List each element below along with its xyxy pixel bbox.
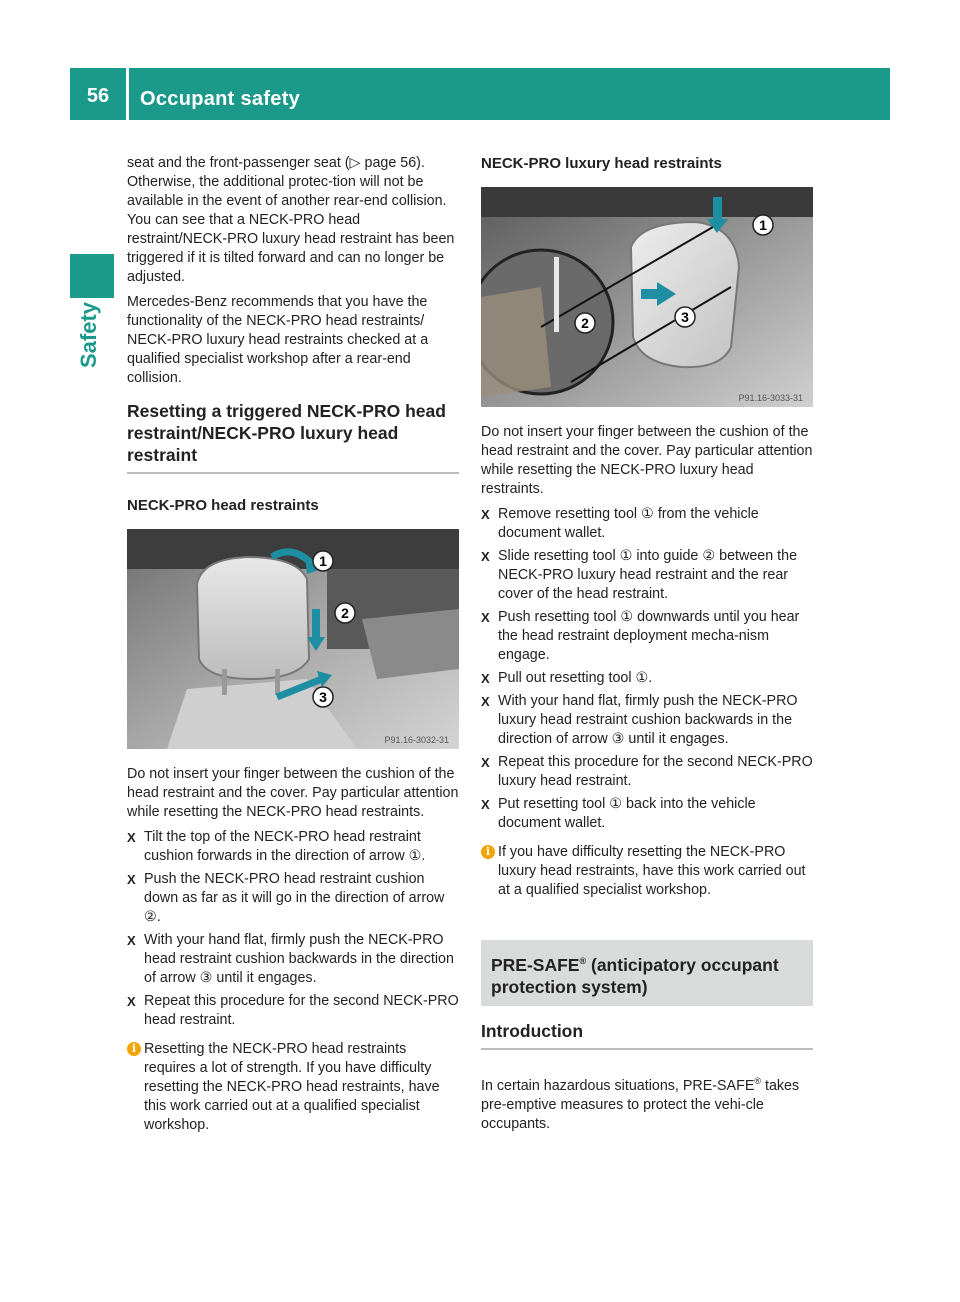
section-title: Resetting a triggered NECK-PRO head restraint/NECK-PRO luxury head restraint xyxy=(127,401,446,465)
x-bullet-icon: X xyxy=(481,694,490,709)
list-item: X Push resetting tool ① downwards until you hear the head restraint deployment mecha-nism engage. xyxy=(481,609,800,663)
callout-1: 1 xyxy=(319,553,327,569)
warning-text: Do not insert your finger between the cushion of the head restraint and the cover. Pay particular attention while resetting the NECK-PRO head restraints. xyxy=(127,766,459,820)
intro-paragraph-2: Mercedes-Benz recommends that you have the functionality of the NECK-PRO head restraints/ NECK-PRO luxury head restraints checked at a qualified specialist workshop after a rear-end collision. xyxy=(127,294,429,386)
right-column xyxy=(481,154,813,1140)
neck-pro-luxury-subtitle: NECK-PRO luxury head restraints xyxy=(481,155,722,172)
introduction-text: In certain hazardous situations, PRE-SAFE® takes pre-emptive measures to protect the vehi-cle occupants. xyxy=(481,1075,800,1132)
list-item: X Repeat this procedure for the second NECK-PRO luxury head restraint. xyxy=(481,754,813,789)
introduction-title: Introduction xyxy=(481,1020,584,1041)
list-item: X Slide resetting tool ① into guide ② between the NECK-PRO luxury head restraint and the rear cover of the head restraint. xyxy=(481,548,798,602)
callout-3: 3 xyxy=(681,309,689,325)
neck-pro-subtitle: NECK-PRO head restraints xyxy=(127,497,319,514)
x-bullet-icon: X xyxy=(481,755,490,770)
x-bullet-icon: X xyxy=(481,507,490,522)
x-bullet-icon: X xyxy=(481,797,490,812)
info-note: i If you have difficulty resetting the NECK-PRO luxury head restraints, have this work carried out at a qualified specialist workshop. xyxy=(481,843,813,900)
page-number: 56 xyxy=(86,85,110,107)
x-bullet-icon: X xyxy=(481,610,490,625)
x-bullet-icon: X xyxy=(481,671,490,686)
section-divider xyxy=(127,472,459,474)
pre-safe-heading-box xyxy=(481,940,813,1006)
warning-text: Do not insert your finger between the cushion of the head restraint and the cover. Pay particular attention while resetting the NECK-PRO luxury head restraints. xyxy=(481,424,813,497)
image-code: P91.16-3033-31 xyxy=(738,393,803,403)
callout-2: 2 xyxy=(581,315,589,331)
section-divider xyxy=(481,1048,813,1050)
list-item: X Put resetting tool ① back into the vehicle document wallet. xyxy=(481,796,756,831)
x-bullet-icon: X xyxy=(481,549,490,564)
list-item: X With your hand flat, firmly push the NECK-PRO luxury head restraint cushion backwards in the direction of arrow ③ until it engages. xyxy=(481,693,798,747)
image-code: P91.16-3032-31 xyxy=(384,735,449,745)
info-note: i Resetting the NECK-PRO head restraints requires a lot of strength. If you have difficulty resetting the NECK-PRO head restraints, have this work carried out at a qualified specialist workshop. xyxy=(127,1040,459,1135)
pre-safe-title: PRE-SAFE® (anticipatory occupant protection system) xyxy=(491,954,779,997)
callout-1: 1 xyxy=(759,217,767,233)
side-tab-marker xyxy=(70,254,114,298)
list-item: X Remove resetting tool ① from the vehicle document wallet. xyxy=(481,506,759,541)
step-list xyxy=(127,828,459,1030)
callout-2: 2 xyxy=(341,605,349,621)
list-item: X Tilt the top of the NECK-PRO head restraint cushion forwards in the direction of arrow ①. xyxy=(127,829,426,864)
list-item: X Push the NECK-PRO head restraint cushion down as far as it will go in the direction of arrow ②. xyxy=(127,871,445,925)
left-column xyxy=(127,154,459,1135)
intro-paragraph-1: seat and the front-passenger seat (▷ page 56). Otherwise, the additional protec-tion will not be available in the event of another rear-end collision. You can see that a NECK-PRO head restraint/NECK-PRO luxury head restraint has been triggered if it is tilted forward and can no longer be adjusted. xyxy=(127,155,455,285)
neck-pro-luxury-head-restraint-photo xyxy=(481,187,813,407)
x-bullet-icon: X xyxy=(127,872,136,887)
callout-3: 3 xyxy=(319,689,327,705)
side-tab-label: Safety xyxy=(76,301,101,368)
list-item: X Repeat this procedure for the second NECK-PRO head restraint. xyxy=(127,993,459,1028)
neck-pro-head-restraint-photo xyxy=(127,529,459,749)
list-item: X With your hand flat, firmly push the NECK-PRO head restraint cushion backwards in the direction of arrow ③ until it engages. xyxy=(127,932,454,986)
list-item: X Pull out resetting tool ①. xyxy=(481,670,653,686)
info-icon: i xyxy=(127,1042,141,1056)
x-bullet-icon: X xyxy=(127,830,136,845)
x-bullet-icon: X xyxy=(127,994,136,1009)
header-separator xyxy=(126,68,129,120)
page-title: Occupant safety xyxy=(140,88,301,110)
step-list xyxy=(481,505,813,833)
info-icon: i xyxy=(481,845,495,859)
x-bullet-icon: X xyxy=(127,933,136,948)
